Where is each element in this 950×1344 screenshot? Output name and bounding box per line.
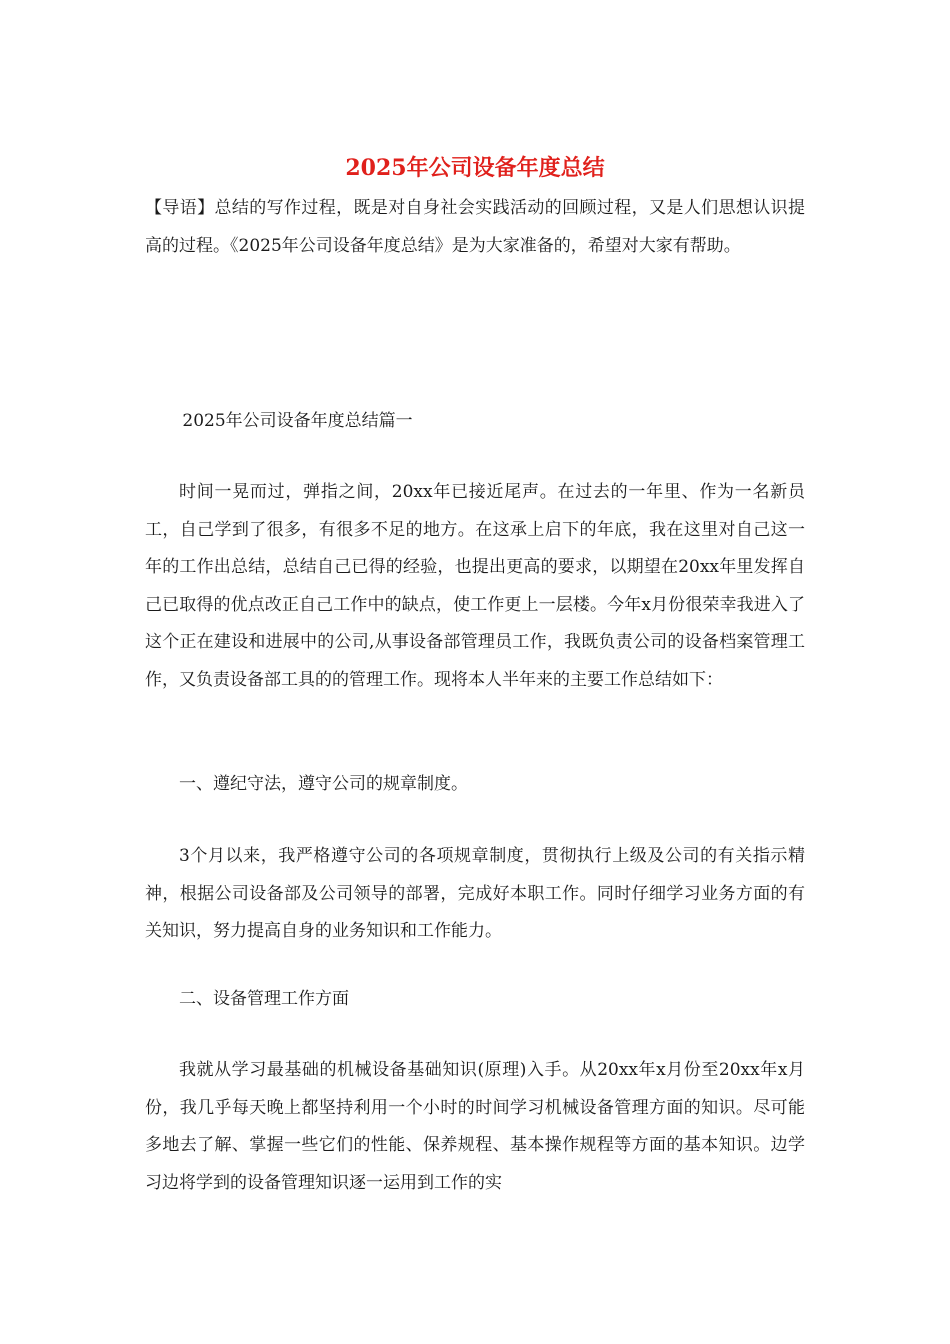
body-paragraph-1: 时间一晃而过，弹指之间，20xx年已接近尾声。在过去的一年里、作为一名新员工，自己学到了很多，有很多不足的地方。在这承上启下的年底，我在这里对自己这一年的工作出总结，总结自己已得的经验，也提出更高的要求，以期望在20xx年里发挥自己已取得的优点改正自己工作中的缺点，使工作更上一层楼。今年x月份很荣幸我进入了这个正在建设和进展中的公司,从事设备部管理员工作，我既负责公司的设备档案管理工作，又负责设备部工具的的管理工作。现将本人半年来的主要工作总结如下： — [145, 482, 805, 690]
body-paragraph-2: 3个月以来，我严格遵守公司的各项规章制度，贯彻执行上级及公司的有关指示精神，根据公司设备部及公司领导的部署，完成好本职工作。同时仔细学习业务方面的有关知识，努力提高自身的业务知识和工作能力。 — [145, 846, 805, 941]
body-paragraph-3: 我就从学习最基础的机械设备基础知识(原理)入手。从20xx年x月份至20xx年x月份，我几乎每天晚上都坚持利用一个小时的时间学习机械设备管理方面的知识。尽可能多地去了解、掌握一些它们的性能、保养规程、基本操作规程等方面的基本知识。边学习边将学到的设备管理知识逐一运用到工作的实 — [145, 1060, 805, 1193]
part-heading: 2025年公司设备年度总结篇一 — [182, 411, 413, 431]
document-title: 2025年公司设备年度总结 — [345, 155, 605, 181]
section-heading-1: 一、遵纪守法，遵守公司的规章制度。 — [179, 774, 468, 794]
section-heading-2: 二、设备管理工作方面 — [179, 989, 349, 1009]
intro-paragraph: 【导语】总结的写作过程，既是对自身社会实践活动的回顾过程，又是人们思想认识提高的过程。《2025年公司设备年度总结》是为大家准备的，希望对大家有帮助。 — [145, 198, 805, 256]
